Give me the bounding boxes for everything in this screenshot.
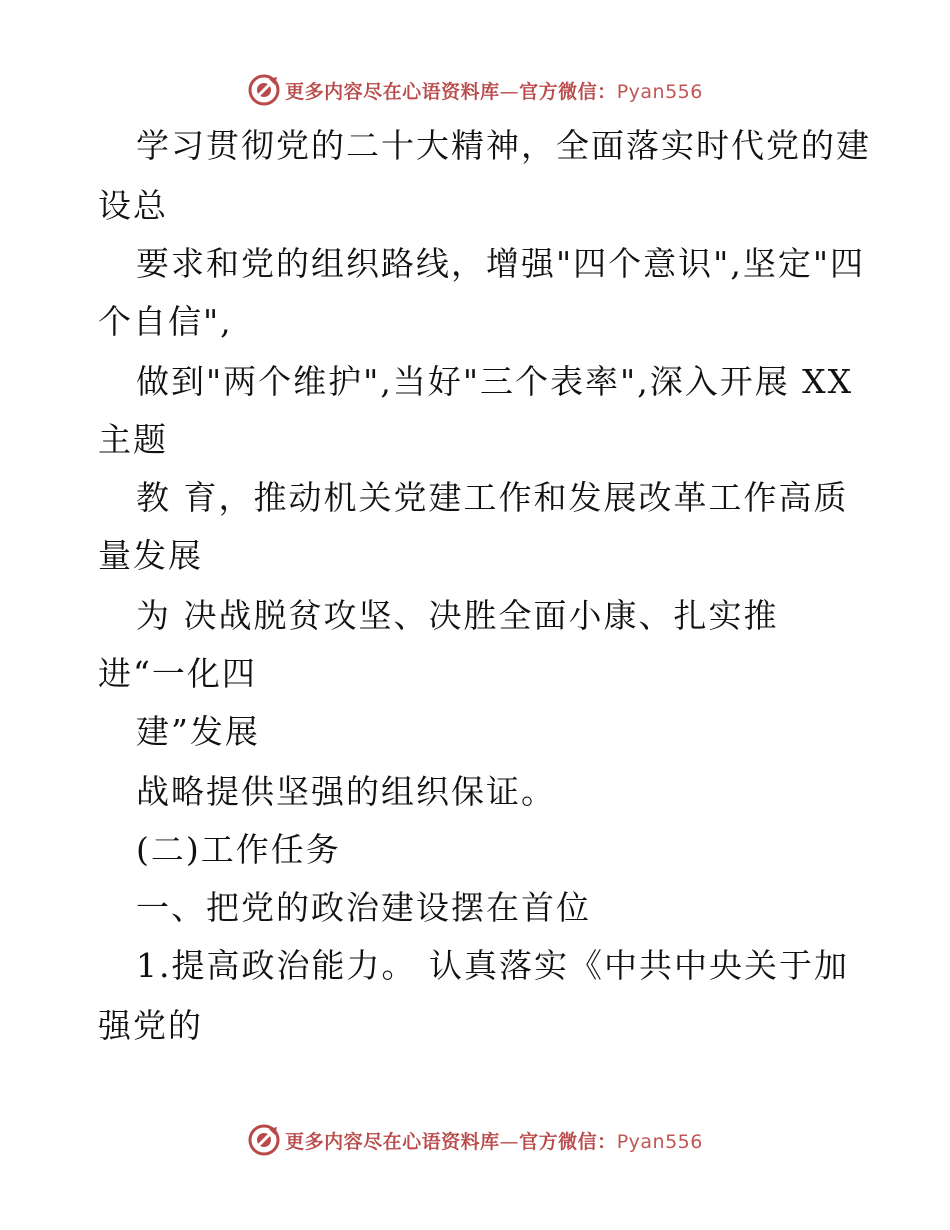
header-banner	[0, 70, 950, 110]
banner-text	[285, 77, 703, 104]
banner-title: 更多内容尽在心语资料库	[285, 80, 500, 103]
text-line: 教 育，推动机关党建工作和发展改革工作高质	[136, 478, 849, 517]
text-line: 进“一化四	[98, 654, 257, 693]
section-heading: (二)工作任务	[136, 830, 341, 869]
banner-wechat-id: Pyan556	[616, 1130, 703, 1153]
logo-icon	[247, 73, 281, 107]
banner-wechat-id: Pyan556	[616, 80, 703, 103]
text-line: 为 决战脱贫攻坚、决胜全面小康、扎实推	[136, 596, 779, 635]
logo-icon	[247, 1123, 281, 1157]
banner-title: 更多内容尽在心语资料库	[285, 1130, 500, 1153]
banner-separator: —	[499, 1130, 520, 1153]
text-line: 1.提高政治能力。 认真落实《中共中央关于加	[136, 946, 849, 985]
text-line: 做到"两个维护",当好"三个表率",深入开展 XX	[136, 362, 854, 401]
banner-label: 官方微信：	[519, 80, 617, 103]
text-line: 建”发展	[136, 712, 260, 751]
text-line: 设总	[98, 186, 168, 225]
banner-label: 官方微信：	[519, 1130, 617, 1153]
text-line: 战略提供坚强的组织保证。	[136, 772, 556, 811]
text-line: 量发展	[98, 536, 203, 575]
text-line: 学习贯彻党的二十大精神，全面落实时代党的建	[136, 126, 871, 165]
text-line: 要求和党的组织路线，增强"四个意识",坚定"四	[136, 244, 866, 283]
text-line: 主题	[98, 420, 168, 459]
banner-text	[285, 1127, 703, 1154]
text-line: 强党的	[98, 1006, 203, 1045]
footer-banner	[0, 1120, 950, 1160]
text-line: 个自信",	[98, 302, 233, 341]
section-heading: 一、把党的政治建设摆在首位	[136, 888, 591, 927]
banner-separator: —	[499, 80, 520, 103]
